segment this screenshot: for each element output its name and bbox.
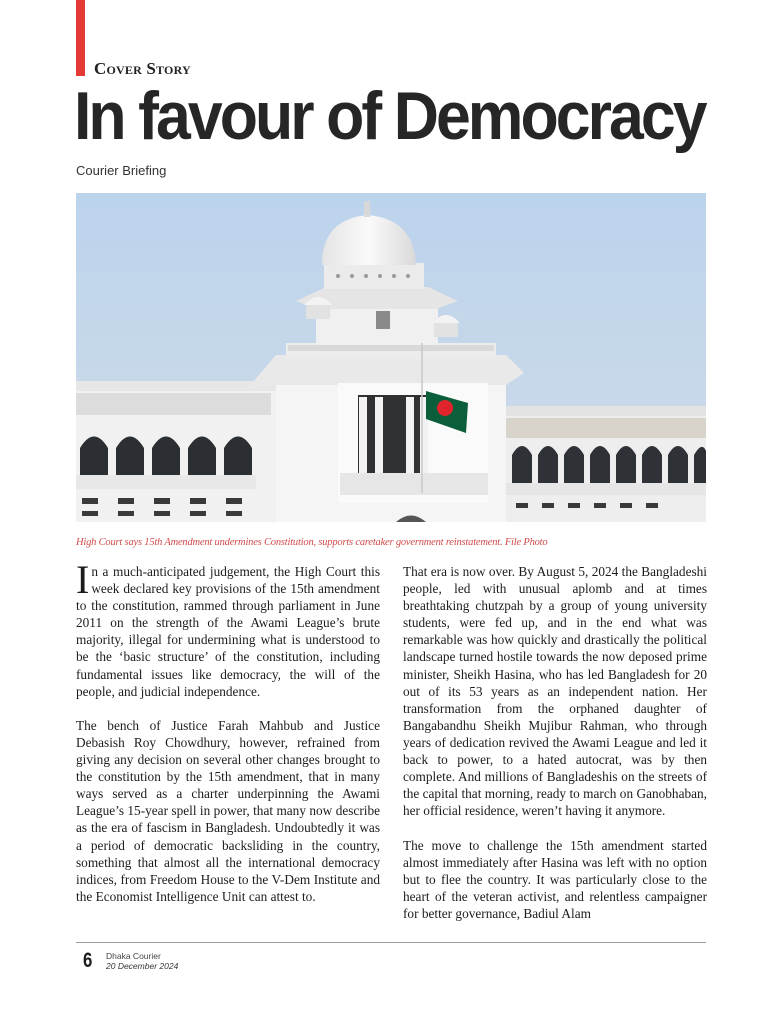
article-paragraph [76,557,380,700]
publication-name: Dhaka Courier [106,951,161,961]
article-column-right [403,563,707,922]
left-wing [76,381,276,522]
section-kicker: Cover Story [94,59,191,78]
high-court-building-illustration [76,193,706,522]
section-accent-bar [76,0,85,76]
article-column-left [76,557,380,905]
paragraph-text: n a much-anticipated judgement, the High Court this week declared key provisions of the 15th amendment to the constitution, rammed through parliament in June 2011 on the strength of the Awami League’s brute majority, illegal for undermining what is understood to be the ‘basic structure’ of the constitution, including fundamental issues like democracy, the will of the people, and judicial independence. [76,564,380,699]
article-headline: In favour of Democracy [74,78,705,154]
article-paragraph: That era is now over. By August 5, 2024 the Bangladeshi people, led with unusual aplomb and at times breathtaking chutzpah by a group of young university students, were fed up, and in the end what was remarkable was how quickly and drastically the political landscape turned hostile towards the now deposed prime minister, Sheikh Hasina, who has led Bangladesh for 20 out of its 53 years as an independent nation. Her transformation from the orphaned daughter of Bangabandhu Sheikh Mujibur Rahman, who through years of dedication revived the Awami League and led it back to power, to a hated autocrat, was by then complete. And millions of Bangladeshis on the streets of the capital that morning, ready to march on Ganobhaban, her official residence, weren’t having it anymore. [403,564,707,819]
photo-caption: High Court says 15th Amendment undermines Constitution, supports caretaker government reinstatement. File Photo [76,537,548,548]
article-byline: Courier Briefing [76,163,167,178]
article-photo [76,193,706,522]
publication-date: 20 December 2024 [106,961,179,971]
right-wing [506,406,706,522]
drop-cap: I [76,557,90,602]
page-number: 6 [83,949,93,972]
article-paragraph: The bench of Justice Farah Mahbub and Justice Debasish Roy Chowdhury, however, refrained from giving any decision on several other changes brought to the constitution by the 15th amendment, that in many ways served as a charter underpinning the Awami League’s 15-year spell in power, that many now describe as the era of fascism in Bangladesh. Undoubtedly it was a period of democratic backsliding in the country, something that almost all the international democracy indices, from Freedom House to the V-Dem Institute and the Economist Intelligence Unit can attest to. [76,717,380,904]
article-paragraph: The move to challenge the 15th amendment started almost immediately after Hasina was left with no option but to flee the country. It was particularly close to the heart of the veteran activist, and relentless campaigner for better governance, Badiul Alam [403,837,707,921]
footer-divider [76,942,706,943]
